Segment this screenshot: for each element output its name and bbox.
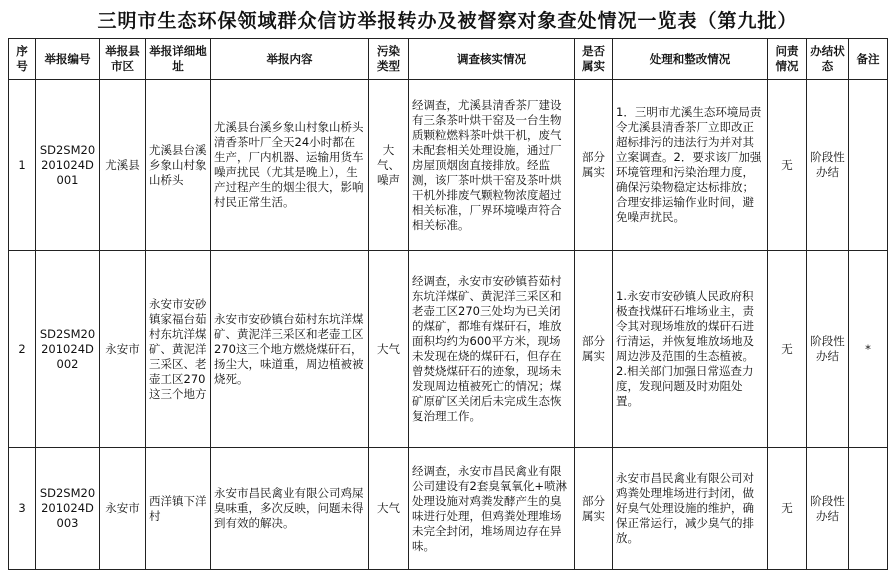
header-address: 举报详细地址 [146,39,211,80]
cell-type: 大气、噪声 [369,80,409,251]
cell-status: 阶段性办结 [807,80,849,251]
cell-accountability: 无 [768,448,807,570]
header-accountability: 问责情况 [768,39,807,80]
cell-investigation: 经调查，永安市昌民禽业有限公司建设有2套臭氧氧化+喷淋处理设施对鸡粪发酵产生的臭味进行处理，但鸡粪处理堆场未完全封闭，堆场周边存在异味。 [409,448,575,570]
table-row [9,80,888,251]
cell-accountability: 无 [768,251,807,448]
cell-status: 阶段性办结 [807,448,849,570]
cell-verified: 部分属实 [575,448,613,570]
cell-handling: 1.永安市安砂镇人民政府积极查找煤矸石堆场业主，责令其对现场堆放的煤矸石进行清运，并恢复堆放场地及周边涉及范围的生态植被。2.相关部门加强日常巡查力度，发现问题及时劝阻处置。 [613,251,768,448]
cell-code: SD2SM20201024D001 [36,80,100,251]
cell-handling: 1．三明市尤溪生态环境局责令尤溪县清香茶厂立即改正超标排污的违法行为并对其立案调查。2．要求该厂加强环境管理和污染治理力度，确保污染物稳定达标排放；合理安排运输作业时间，避免噪声扰民。 [613,80,768,251]
cell-address: 尤溪县台溪乡象山村象山桥头 [146,80,211,251]
cell-seq: 3 [9,448,36,570]
cell-county: 永安市 [100,251,146,448]
cell-address: 西洋镇下洋村 [146,448,211,570]
cell-investigation: 经调查，尤溪县清香茶厂建设有三条茶叶烘干窑及一台生物质颗粒燃料茶叶烘干机，废气未配套相关处理设施，通过厂房屋顶烟囱直接排放。经监测，该厂茶叶烘干窑及茶叶烘干机外排废气颗粒物浓度超过相关标准，厂界环境噪声符合相关标准。 [409,80,575,251]
header-verified: 是否属实 [575,39,613,80]
cell-remark [849,80,888,251]
page-title: 三明市生态环保领域群众信访举报转办及被督察对象查处情况一览表（第九批） [97,10,798,32]
cell-seq: 2 [9,251,36,448]
cell-content: 尤溪县台溪乡象山村象山桥头清香茶叶厂全天24小时都在生产，厂内机器、运输用货车噪声扰民（尤其是晚上），生产过程产生的烟尘很大，影响村民正常生活。 [211,80,369,251]
cell-remark [849,448,888,570]
header-status: 办结状态 [807,39,849,80]
header-content: 举报内容 [211,39,369,80]
header-row [9,39,888,80]
cell-investigation: 经调查，永安市安砂镇苔茹村东坑洋煤矿、黄泥洋三采区和老壶工区270三处均为已关闭的煤矿，都堆有煤矸石，堆放面积均约为600平方米，现场未发现在烧的煤矸石，但存在曾焚烧煤矸石的迹象，现场未发现周边植被死亡的情况；煤矿原矿区关闭后未完成生态恢复治理工作。 [409,251,575,448]
cell-accountability: 无 [768,80,807,251]
cell-content: 永安市安砂镇台茹村东坑洋煤矿、黄泥洋三采区和老壶工区270这三个地方燃烧煤矸石，扬尘大，味道重，周边植被被烧死。 [211,251,369,448]
header-investigation: 调查核实情况 [409,39,575,80]
header-code: 举报编号 [36,39,100,80]
cell-remark: * [849,251,888,448]
header-handling: 处理和整改情况 [613,39,768,80]
cell-seq: 1 [9,80,36,251]
cell-county: 尤溪县 [100,80,146,251]
cell-verified: 部分属实 [575,251,613,448]
header-remark: 备注 [849,39,888,80]
cell-address: 永安市安砂镇家福台茹村东坑洋煤矿、黄泥洋三采区、老壶工区270这三个地方 [146,251,211,448]
cell-type: 大气 [369,251,409,448]
cell-county: 永安市 [100,448,146,570]
report-table [8,38,888,570]
cell-handling: 永安市昌民禽业有限公司对鸡粪处理堆场进行封闭，做好臭气处理设施的维护，确保正常运行，减少臭气的排放。 [613,448,768,570]
cell-code: SD2SM20201024D003 [36,448,100,570]
cell-code: SD2SM20201024D002 [36,251,100,448]
cell-type: 大气 [369,448,409,570]
header-type: 污染类型 [369,39,409,80]
header-seq: 序号 [9,39,36,80]
table-row [9,251,888,448]
cell-content: 永安市昌民禽业有限公司鸡屎臭味重，多次反映，问题未得到有效的解决。 [211,448,369,570]
table-row [9,448,888,570]
cell-verified: 部分属实 [575,80,613,251]
header-county: 举报县市区 [100,39,146,80]
cell-status: 阶段性办结 [807,251,849,448]
